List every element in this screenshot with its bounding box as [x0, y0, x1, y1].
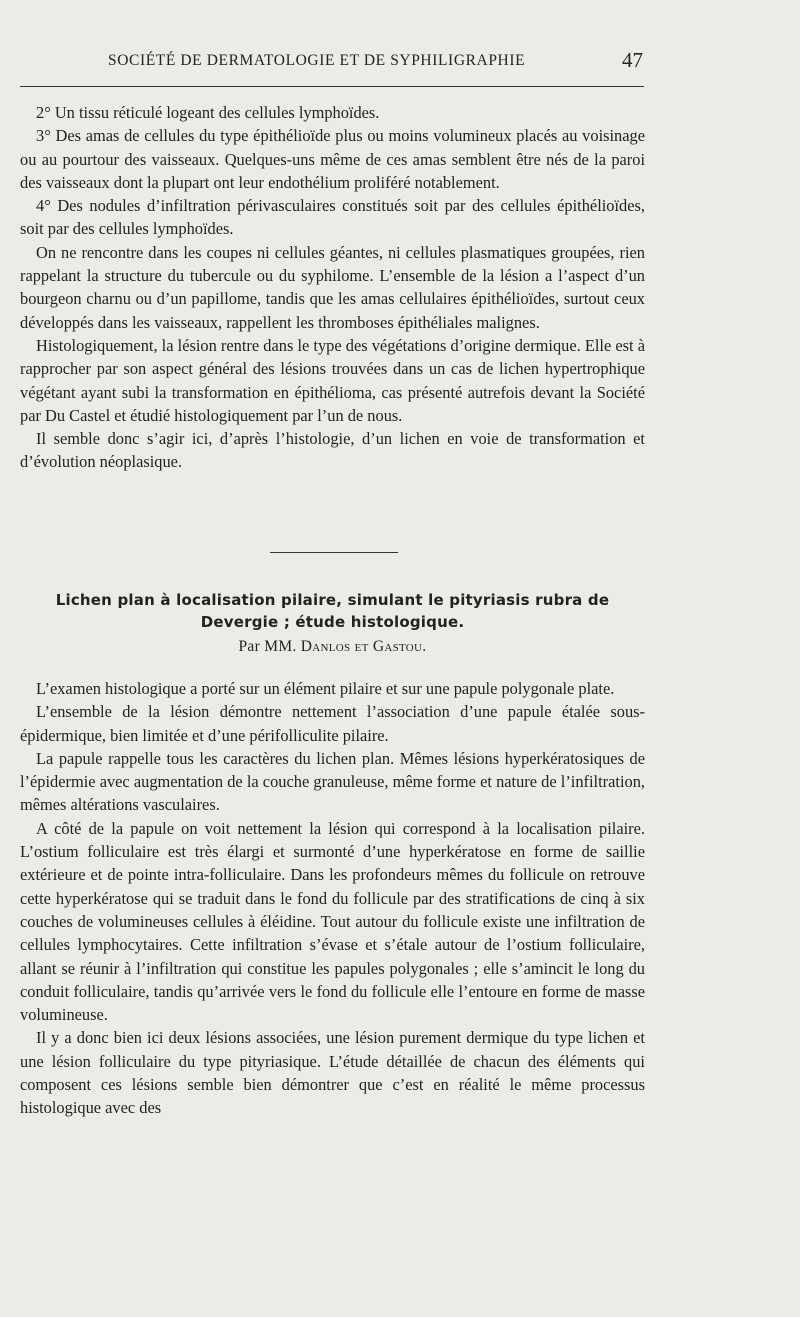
authors: Danlos et Gastou. [300, 638, 427, 655]
paragraph: L’ensemble de la lésion démontre nettement l’association d’une papule étalée sous-épidermique, bien limitée et d’une périfolliculite pilaire. [20, 702, 645, 745]
paragraph: A côté de la papule on voit nettement la lésion qui correspond à la localisation pilaire. L’ostium folliculaire est très élargi et surmonté d’une hyperkératose en forme de saillie extérieure et de pointe intra-folliculaire. Dans les profondeurs mêmes du follicule on retrouve cette hyperkératose qui se traduit dans le fond du follicule par des stratifications de cinq à six couches de volumineuses cellules à éléidine. Tout autour du follicule existe une infiltration de cellules lymphocytaires. Cette infiltration s’évase et s’étale autour de l’ostium folliculaire, allant se réunir à l’infiltration qui constitue les papules polygonales ; elle s’amincit le long du conduit folliculaire, tandis qu’arrivée vers le fond du follicule elle l’entoure en forme de masse volumineuse. [20, 818, 645, 1025]
paragraph: 2° Un tissu réticulé logeant des cellules lymphoïdes. [36, 103, 380, 122]
page-number: 47 [622, 48, 643, 72]
paragraph: On ne rencontre dans les coupes ni cellules géantes, ni cellules plasmatiques groupées, rien rappelant la structure du tubercule ou du syphilome. L’ensemble de la lésion a l’aspect d’un bourgeon charnu ou d’un papillome, tandis que les amas cellulaires épithélioïdes, surtout ceux développés dans les vaisseaux, rappellent les thromboses épithéliales malignes. [20, 242, 645, 332]
section-separator [270, 552, 398, 553]
paragraph: L’examen histologique a porté sur un élément pilaire et sur une papule polygonale plate. [36, 679, 615, 698]
paragraph: 4° Des nodules d’infiltration périvasculaires constitués soit par des cellules épithélioïdes, soit par des cellules lymphoïdes. [20, 196, 645, 239]
running-title: SOCIÉTÉ DE DERMATOLOGIE ET DE SYPHILIGRAPHIE [108, 52, 526, 69]
paragraph: La papule rappelle tous les caractères du lichen plan. Mêmes lésions hyperkératosiques de l’épidermie avec augmentation de la couche granuleuse, même forme et nature de l’infiltration, mêmes altérations vasculaires. [20, 748, 645, 815]
running-head [108, 50, 643, 76]
article-text [20, 677, 645, 1120]
article-title: Lichen plan à localisation pilaire, simulant le pityriasis rubra de Devergie ; étude histologique. [55, 591, 610, 631]
byline [20, 638, 645, 656]
previous-article-text [20, 101, 645, 474]
paragraph: Il y a donc bien ici deux lésions associées, une lésion purement dermique du type lichen et une lésion folliculaire du type pityriasique. L’étude détaillée de chacun des éléments qui composent ces lésions semble bien démontrer que c’est en réalité le même processus histologique avec des [20, 1028, 645, 1118]
paragraph: Histologiquement, la lésion rentre dans le type des végétations d’origine dermique. Elle est à rapprocher par son aspect général des lésions trouvées dans un cas de lichen hypertrophique végétant ayant subi la transformation en épithélioma, cas présenté autrefois devant la Société par Du Castel et étudié histologiquement par l’un de nous. [20, 335, 645, 425]
header-rule [20, 86, 644, 87]
paragraph: 3° Des amas de cellules du type épithélioïde plus ou moins volumineux placés au voisinage ou au pourtour des vaisseaux. Quelques-uns même de ces amas semblent être nés de la paroi des vaisseaux dont la plupart ont leur endothélium proliféré notablement. [20, 126, 645, 192]
paragraph: Il semble donc s’agir ici, d’après l’histologie, d’un lichen en voie de transformation et d’évolution néoplasique. [20, 429, 645, 472]
byline-prefix: Par MM. [238, 638, 297, 655]
